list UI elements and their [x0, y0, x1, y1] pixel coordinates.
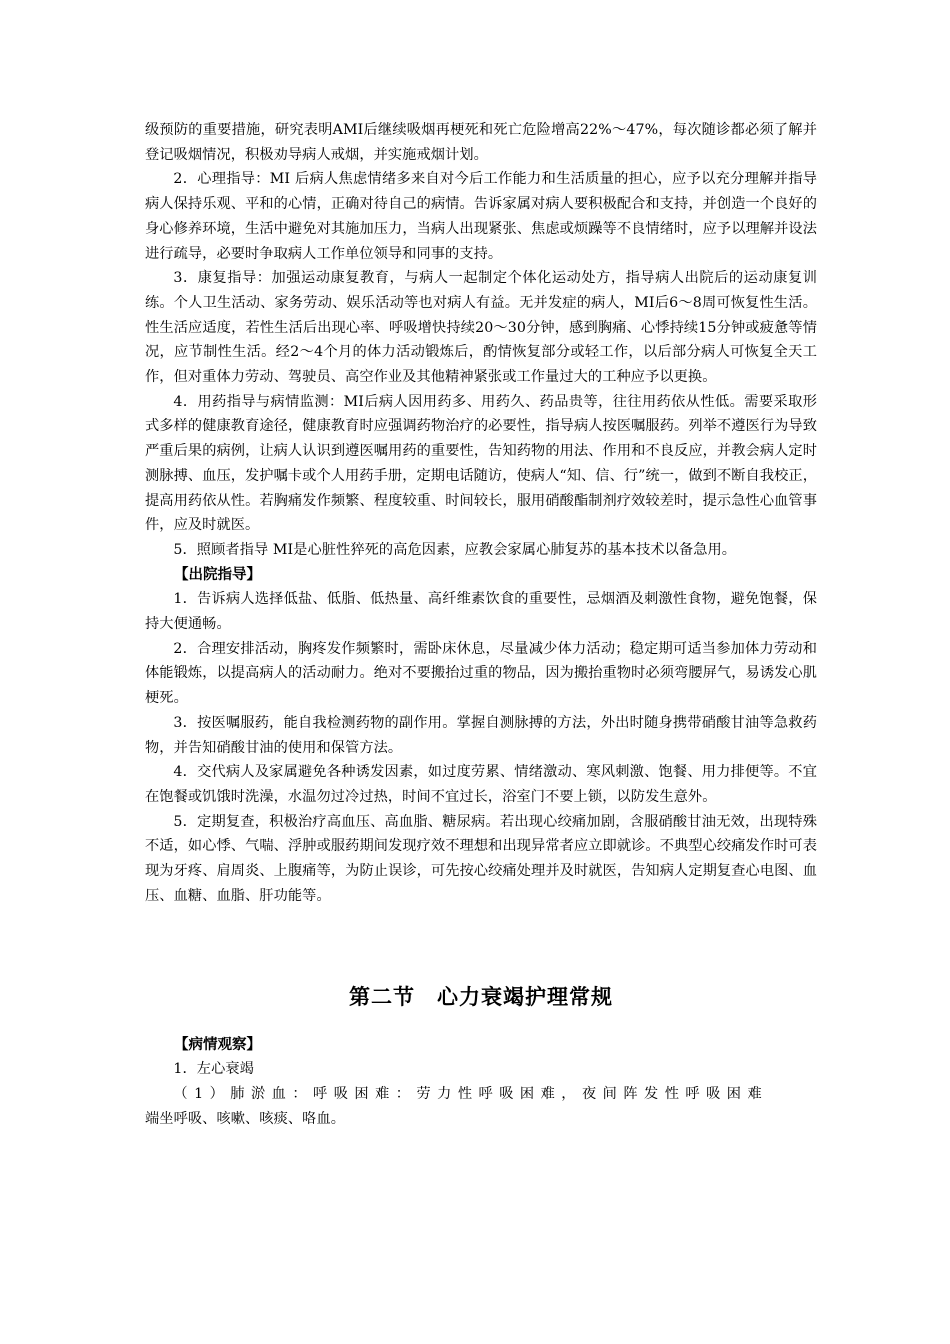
pulmonary-congestion-continuation: 端坐呼吸、咳嗽、咳痰、咯血。: [145, 1110, 346, 1127]
document-page: [145, 118, 817, 1131]
discharge-item-5: 5．定期复查，积极治疗高血压、高血脂、糖尿病。若出现心绞痛加剧，含服硝酸甘油无效，出现特殊不适，如心悸、气喘、浮肿或服药期间发现疗效不理想和出现异常者应立即就诊。不典型心绞痛发作时可表现为牙疼、肩周炎、上腹痛等，为防止误诊，可先按心绞痛处理并及时就医，告知病人定期复查心电图、血压、血糖、血脂、肝功能等。: [145, 813, 817, 904]
discharge-item-1: 1．告诉病人选择低盐、低脂、低热量、高纤维素饮食的重要性，忌烟酒及刺激性食物，避免饱餐，保持大便通畅。: [145, 591, 817, 633]
paragraph-smoking: 级预防的重要措施，研究表明AMI后继续吸烟再梗死和死亡危险增高22%～47%，每次随诊都必须了解并登记吸烟情况，积极劝导病人戒烟，并实施戒烟计划。: [145, 122, 817, 163]
observation-heading: 【病情观察】: [174, 1036, 261, 1053]
paragraph-medication-guidance: 4．用药指导与病情监测：MI后病人因用药多、用药久、药品贵等，往往用药依从性低。需要采取形式多样的健康教育途径，健康教育时应强调药物治疗的必要性，指导病人按医嘱服药。列举不遵医行为导致严重后果的病例，让病人认识到遵医嘱用药的重要性，告知药物的用法、作用和不良反应，并教会病人定时测脉搏、血压，发护嘱卡或个人用药手册，定期电话随访，使病人“知、信、行”统一，做到不断自我校正，提高用药依从性。若胸痛发作频繁、程度较重、时间较长，服用硝酸酯制剂疗效较差时，提示急性心血管事件，应及时就医。: [145, 393, 817, 534]
section-title: 第二节 心力衰竭护理常规: [349, 984, 613, 1009]
paragraph-caregiver-guidance: 5．照顾者指导 MI是心脏性猝死的高危因素，应教会家属心肺复苏的基本技术以备急用。: [173, 541, 737, 558]
paragraph-rehab-guidance: 3．康复指导：加强运动康复教育，与病人一起制定个体化运动处方，指导病人出院后的运动康复训练。个人卫生活动、家务劳动、娱乐活动等也对病人有益。无并发症的病人，MI后6～8周可恢复性生活。性生活应适度，若性生活后出现心率、呼吸增快持续20～30分钟，感到胸痛、心悸持续15分钟或疲惫等情况，应节制性生活。经2～4个月的体力活动锻炼后，酌情恢复部分或轻工作，以后部分病人可恢复全天工作，但对重体力劳动、驾驶员、高空作业及其他精神紧张或工作量过大的工种应予以更换。: [145, 270, 817, 386]
discharge-item-4: 4．交代病人及家属避免各种诱发因素，如过度劳累、情绪激动、寒风刺激、饱餐、用力排便等。不宜在饱餐或饥饿时洗澡，水温勿过冷过热，时间不宜过长，浴室门不要上锁，以防发生意外。: [145, 764, 817, 805]
paragraph-psych-guidance: 2．心理指导：MI 后病人焦虑情绪多来自对今后工作能力和生活质量的担心，应予以充分理解并指导病人保持乐观、平和的心情，正确对待自己的病情。告诉家属对病人要积极配合和支持，并创造一个良好的身心修养环境，生活中避免对其施加压力，当病人出现紧张、焦虑或烦躁等不良情绪时，应予以理解并设法进行疏导，必要时争取病人工作单位领导和同事的支持。: [145, 171, 817, 262]
pulmonary-congestion-line: （1）肺淤血：呼吸困难：劳力性呼吸困难，夜间阵发性呼吸困难: [173, 1085, 769, 1102]
discharge-heading: 【出院指导】: [174, 566, 261, 583]
discharge-item-2: 2．合理安排活动，胸疼发作频繁时，需卧床休息，尽量减少体力活动；稳定期可适当参加体力劳动和体能锻炼，以提高病人的活动耐力。绝对不要搬抬过重的物品，因为搬抬重物时必须弯腰屏气，易诱发心肌梗死。: [145, 640, 817, 707]
discharge-item-3: 3．按医嘱服药，能自我检测药物的副作用。掌握自测脉搏的方法，外出时随身携带硝酸甘油等急救药物，并告知硝酸甘油的使用和保管方法。: [145, 714, 817, 756]
left-heart-failure-item: 1．左心衰竭: [173, 1061, 254, 1078]
